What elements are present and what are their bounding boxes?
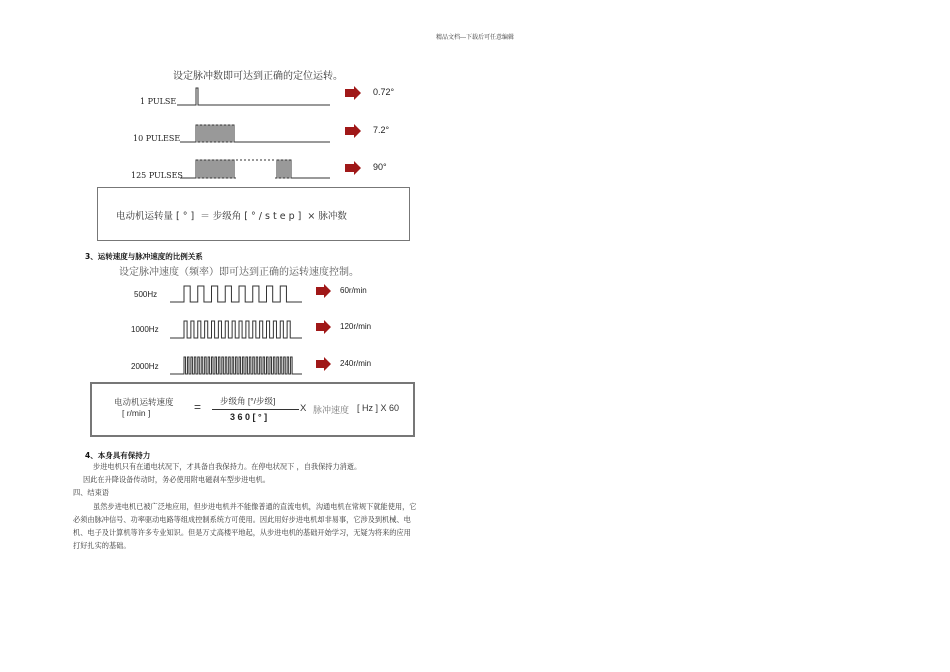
section3-row2-result: 120r/min [340, 322, 372, 331]
formula-lhs-line1: 电动机运转速度 [114, 397, 174, 407]
section4-title: 4、本身具有保持力 [85, 451, 151, 460]
section3-caption: 设定脉冲速度（频率）即可达到正确的运转速度控制。 [119, 267, 359, 278]
freq-train-1 [170, 286, 302, 302]
conclusion-line4: 打好扎实的基础。 [73, 541, 131, 550]
conclusion-line1: 虽然步进电机已被广泛地应用，但步进电机并不能像普通的直流电机，沟通电机在常规下就能使用，它 [93, 502, 417, 511]
freq-train-3 [170, 357, 302, 374]
formula-denominator: 3 6 0 [ ° ] [230, 412, 268, 422]
section3-row1-label: 500Hz [134, 290, 158, 299]
section3-row3-label: 2000Hz [131, 362, 159, 371]
conclusion-line3: 机、电子及计算机等许多专业知识。但是万丈高楼平地起，从步进电机的基础开始学习，无疑为将来的应用 [73, 528, 411, 537]
figure1-formula: 电动机运转量 [ ° ] ＝ 步级角 [ ° / s t e p ] × 脉冲数 [116, 211, 347, 222]
pulse-line [170, 286, 302, 302]
section3-row3-result: 240r/min [340, 359, 372, 368]
conclusion-title: 四、结束语 [73, 488, 109, 497]
page-header: 精品文档---下载后可任意编辑 [435, 34, 515, 41]
formula-tail: 脉冲速度 [313, 405, 350, 415]
formula-tail-unit: [ Hz ] X 60 [357, 403, 400, 413]
section4-line2: 因此在升降设备传动时，务必使用附电磁刹车型步进电机。 [83, 475, 270, 484]
figure1-caption: 设定脉冲数即可达到正确的定位运转。 [173, 71, 343, 82]
figure1-row3-label: 125 PULSES [131, 171, 183, 180]
formula-lhs-line2: [ r/min ] [122, 408, 151, 418]
pulse-line [170, 321, 302, 338]
section3-title: 3、运转速度与脉冲速度的比例关系 [85, 252, 203, 261]
arrow-icon [316, 357, 331, 371]
figure1-row1-label: 1 PULSE [140, 97, 177, 106]
figure1-row2-label: 10 PULESE [133, 134, 181, 143]
figure1-row1-result: 0.72° [373, 87, 395, 97]
arrow-icon [316, 284, 331, 298]
figure1-row3-result: 90° [373, 162, 387, 172]
section4-line1: 步进电机只有在通电状况下，才具备自我保持力。在停电状况下 ，自我保持力消逝。 [93, 462, 362, 471]
pulse-line [170, 357, 302, 374]
freq-train-2 [170, 321, 302, 338]
section3-row1-result: 60r/min [340, 286, 367, 295]
formula-times: X [300, 403, 307, 414]
formula-equals: = [194, 400, 202, 414]
formula-fraction-bar [212, 409, 299, 410]
section3-formula-box [90, 382, 415, 437]
conclusion-line2: 必须由脉冲信号、功率驱动电路等组成控制系统方可使用。因此用好步进电机却非易事，它涉及到机械、电 [73, 515, 411, 524]
arrow-icon [316, 320, 331, 334]
formula-numerator: 步级角 [°/步级] [220, 396, 276, 406]
section3-row2-label: 1000Hz [131, 325, 159, 334]
figure1-row2-result: 7.2° [373, 125, 390, 135]
